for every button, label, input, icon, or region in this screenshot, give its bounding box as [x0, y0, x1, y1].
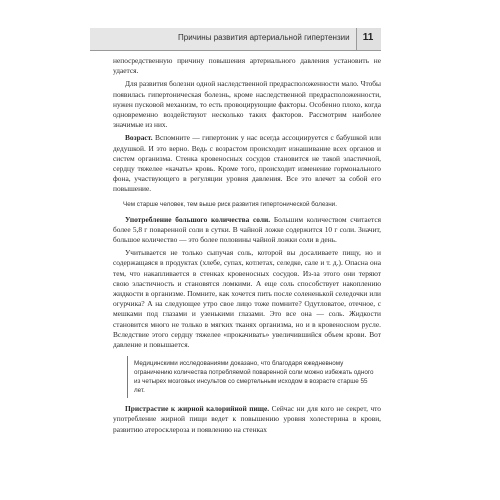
paragraph-age [113, 133, 381, 194]
page-number: 11 [362, 32, 374, 43]
salt-research-callout: Медицинскими исследованиями доказано, что благодаря ежедневному ограничению количества потребляемой поваренной соли можно избежать одного из четырех мозговых инсультов со смертельным исходом в возрасте старше 55 лет. [127, 356, 381, 398]
body-text [113, 56, 381, 435]
paragraph-fatty-food [113, 404, 381, 435]
paragraph-continuation: непосредственную причину повышения артериального давления установить не удается. [113, 56, 381, 76]
paragraph-salt [113, 215, 381, 246]
running-header-title: Причины развития артериальной гипертензии [178, 33, 350, 42]
paragraph-salt-effects: Учитывается не только сыпучая соль, которой вы досаливаете пищу, но и содержащаяся в продуктах (хлебе, супах, котлетах, селедке, сале и т. д.). Опасна она тем, что накапливается в стенках кровеносных сосудов. Из-за этого они теряют свою эластичность и становятся ломкими. А еще соль способствует накоплению жидкости в организме. Помните, как хочется пить после солененькой селедочки или огурчика? А на следующее утро свое лицо тоже помните? Одутловатое, отечное, с мешками под глазами и узенькими глазами. Это все она — соль. Жидкости становится много не только в мягких тканях организма, но и в кровеносном русле. Вследствие этого сердцу тяжелее «прокачивать» увеличившийся объем крови. Вот давление и повышается. [113, 248, 381, 350]
paragraph-trigger-factors: Для развития болезни одной наследственной предрасположенности мало. Чтобы появилась гипертоническая болезнь, кроме наследственной предрасположенности, нужен пусковой механизм, то есть провоцирующие факторы. Особенно плохо, когда одновременно воздействуют несколько таких факторов. Рассмотрим наиболее значимые из них. [113, 79, 381, 130]
age-side-note: Чем старше человек, тем выше риск развития гипертонической болезни. [123, 200, 337, 208]
age-text: Вспомните — гипертоник у нас всегда ассоциируется с бабушкой или дедушкой. И это верно. Ведь с возрастом происходит изнашивание всех органов и систем организма. Стенка кровеносных сосудов становится не такой эластичной, сердцу тяжелее «качать» кровь. Кроме того, происходит изменение гормонального фона, участвующего в регуляции уровня давления. Все это влечет за собой его повышение. [113, 133, 381, 194]
salt-text: Большим количеством считается более 5,8 г поваренной соли в сутки. В чайной ложке содержится 10 г соли. Значит, большое количество — это более половины чайной ложки соли в день. [113, 214, 381, 245]
age-heading: Возраст. [125, 133, 153, 143]
salt-heading: Употребление большого количества соли. [125, 214, 271, 224]
fatty-food-heading: Пристрастие к жирной калорийной пище. [125, 404, 270, 414]
fatty-food-text: Сейчас ни для кого не секрет, что употребление жирной пищи ведет к повышению уровня холестерина в крови, развитию атеросклероза и появлению на стенках [113, 404, 381, 434]
